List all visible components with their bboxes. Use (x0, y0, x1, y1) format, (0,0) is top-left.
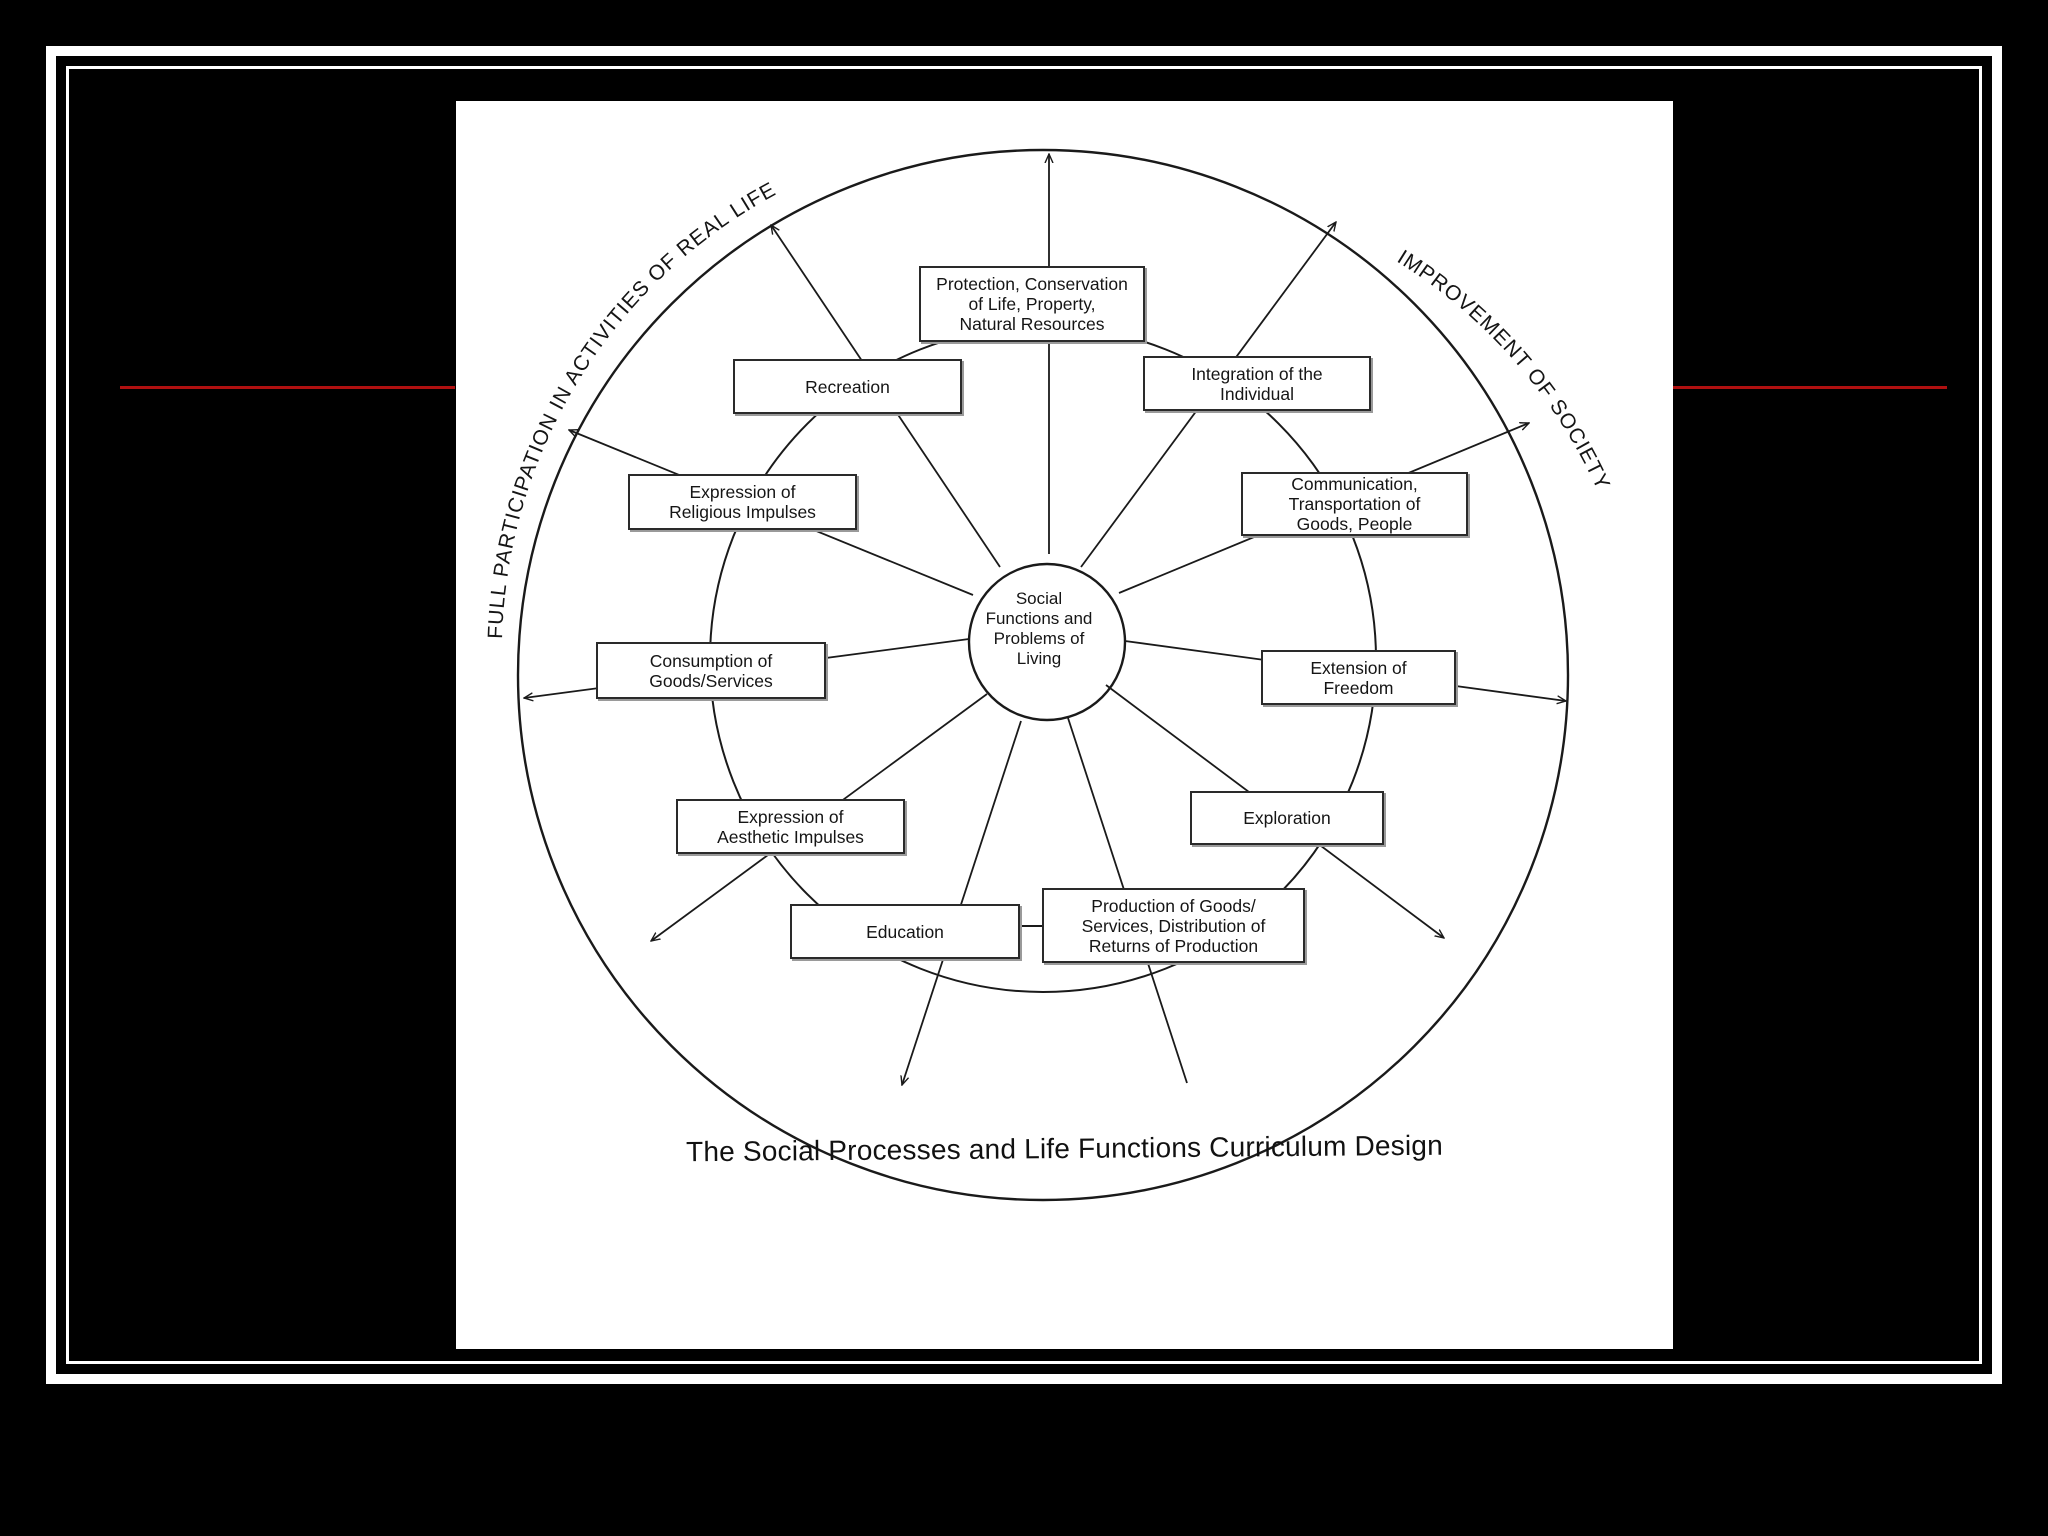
accent-rule-right (1672, 386, 1947, 389)
node-aesthetic: Expression of Aesthetic Impulses (676, 799, 905, 854)
node-integration: Integration of the Individual (1143, 356, 1371, 411)
node-religious: Expression of Religious Impulses (628, 474, 857, 530)
node-recreation: Recreation (733, 359, 962, 414)
arc-label-right-text: IMPROVEMENT OF SOCIETY (1393, 245, 1615, 494)
figure-caption: The Social Processes and Life Functions Curriculum Design (685, 1129, 1444, 1168)
node-extension: Extension of Freedom (1261, 650, 1456, 705)
arc-label-right (1393, 246, 1614, 494)
node-protection: Protection, Conservation of Life, Property, Natural Resources (919, 266, 1145, 342)
node-communication: Communication, Transportation of Goods, People (1241, 472, 1468, 536)
diagram-figure (456, 101, 1673, 1349)
arc-label-left-text: FULL PARTICIPATION IN ACTIVITIES OF REAL LIFE (483, 177, 780, 640)
node-education: Education (790, 904, 1020, 959)
node-consumption: Consumption of Goods/Services (596, 642, 826, 699)
accent-rule-left (120, 386, 455, 389)
node-production: Production of Goods/ Services, Distribution of Returns of Production (1042, 888, 1305, 963)
node-exploration: Exploration (1190, 791, 1384, 845)
spoke-bottom-left (902, 721, 1021, 1085)
hub-label: Social Functions and Problems of Living (985, 589, 1093, 668)
